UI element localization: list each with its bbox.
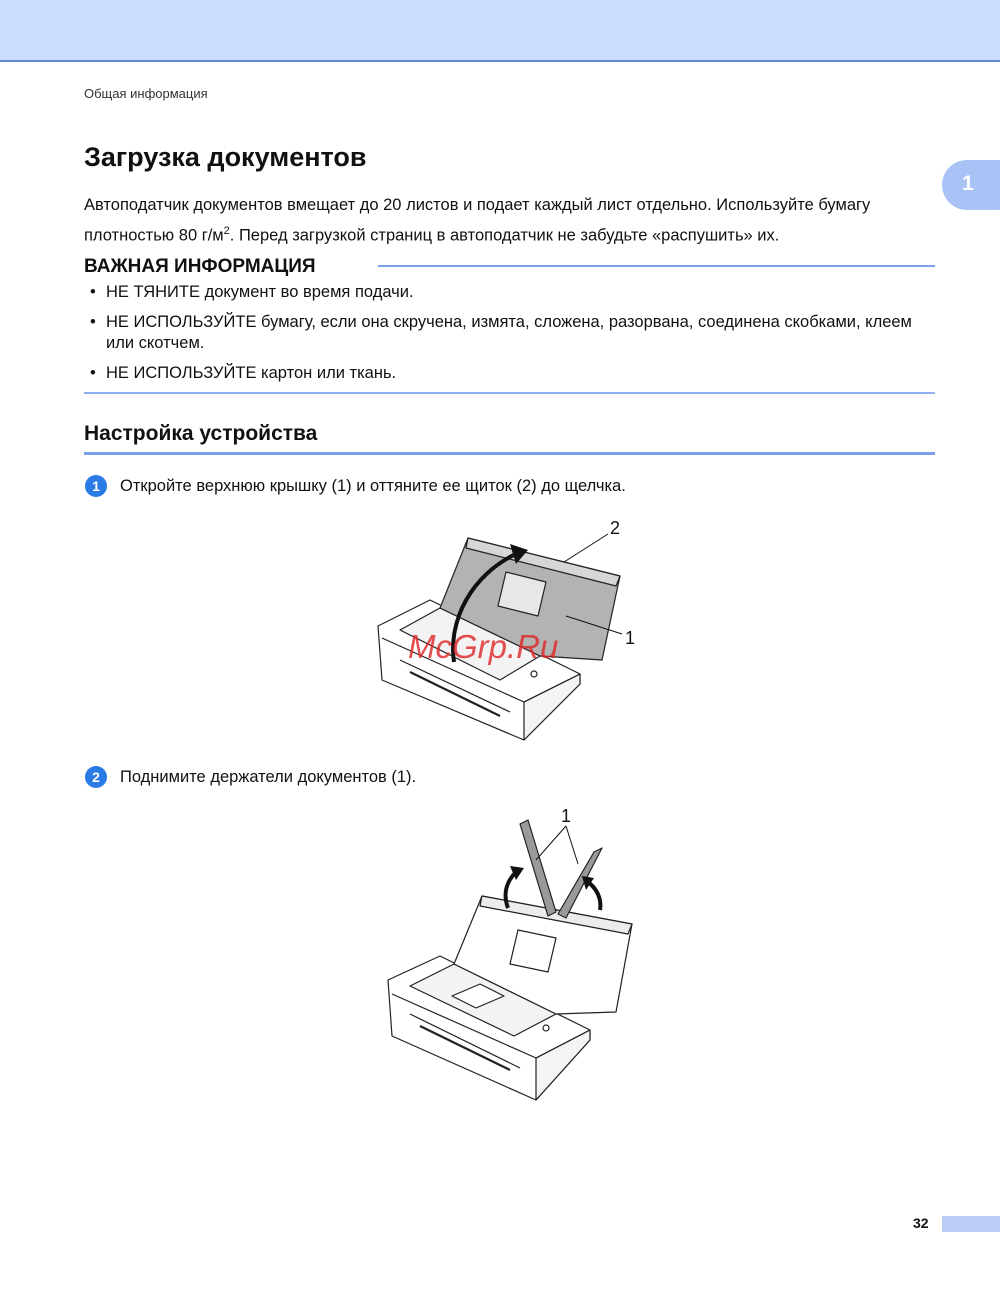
step-2-number: 2 <box>85 766 107 788</box>
chapter-tab[interactable] <box>942 160 1000 210</box>
important-item <box>90 312 940 354</box>
step-2-text: Поднимите держатели документов (1). <box>120 768 417 786</box>
watermark: McGrp.Ru <box>408 628 559 665</box>
figure-scanner-document-guides <box>380 800 640 1106</box>
bullet-dot: • <box>90 364 96 382</box>
callout-1: 1 <box>561 806 572 826</box>
important-rule-top <box>378 265 935 267</box>
running-header: Общая информация <box>84 86 208 101</box>
section-heading: Настройка устройства <box>84 422 318 445</box>
page-title: Загрузка документов <box>84 142 367 172</box>
step-1-text: Откройте верхнюю крышку (1) и оттяните ее щиток (2) до щелчка. <box>120 477 626 495</box>
important-item-text: НЕ ИСПОЛЬЗУЙТЕ картон или ткань. <box>106 364 397 382</box>
important-list <box>90 282 940 393</box>
important-rule-bottom <box>84 392 935 394</box>
chapter-number: 1 <box>962 172 974 195</box>
page-number: 32 <box>913 1215 929 1231</box>
bullet-dot: • <box>90 283 96 301</box>
top-band <box>0 0 1000 62</box>
intro-text-part2: . Перед загрузкой страниц в автоподатчик не забудьте «распушить» их. <box>229 226 780 245</box>
important-item <box>90 363 940 384</box>
important-heading: ВАЖНАЯ ИНФОРМАЦИЯ <box>84 256 316 277</box>
intro-paragraph <box>84 192 944 249</box>
page-number-bar <box>942 1216 1000 1232</box>
bullet-dot: • <box>90 313 96 331</box>
important-item-text: НЕ ТЯНИТЕ документ во время подачи. <box>106 283 414 301</box>
callout-2: 2 <box>610 518 621 538</box>
intro-superscript: 2 <box>223 225 230 237</box>
intro-text-part1: Автоподатчик документов вмещает до 20 листов и подает каждый лист отдельно. Используйте бумагу плотностью 80 г/м <box>84 196 871 245</box>
callout-1: 1 <box>625 628 636 648</box>
step-1-number: 1 <box>85 475 107 497</box>
section-rule <box>84 452 935 455</box>
important-item <box>90 282 940 303</box>
important-item-text: НЕ ИСПОЛЬЗУЙТЕ бумагу, если она скручена, измята, сложена, разорвана, соединена скобками, клеем или скотчем. <box>106 313 912 352</box>
